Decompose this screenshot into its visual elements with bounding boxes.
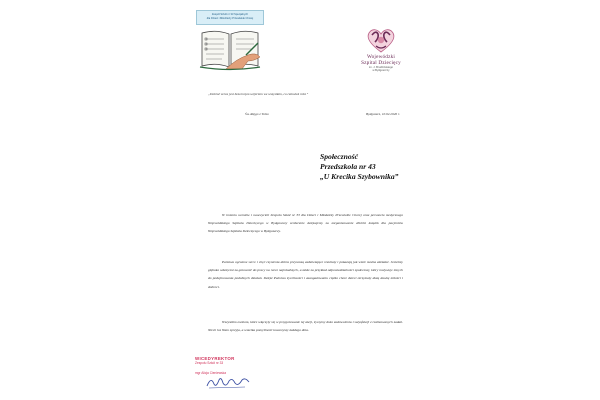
body-paragraph-2: Państwa ogromne serce i chęć czynienia dobra przynoszą zadziwiające rezultaty i pokazują jak wiele można zdziałać. Jesteśmy głęboko wdzięczni za gotowość do pracy na rzecz najmłodszych, a także za przykład odpowiedzialności społecznej, który motywuje innych do podejmowania podobnych działań. Dzięki Państwu życzliwości i zaangażowaniu ciężko chore dzieci otrzymały dużą dawkę miłości i dobroci. [208,260,403,289]
hospital-name-line2: Szpital Dziecięcy [361,60,401,66]
body-paragraph-3: Wszystkim osobom, które włączyły się w przygotowanie tej akcji, życzymy dużo zadowolenia i satysfakcji z realizowanych zadań. Niech los Wam sprzyja, a wszelka pomyślność towarzyszy każdego dnia. [208,320,403,333]
body-paragraph-1: W imieniu uczniów i nauczycieli Zespołu Szkół nr 33 dla Dzieci i Młodzieży Przewlekle Chorej oraz personelu medycznego Wojewódzkiego Szpitala Dziecięcego w Bydgoszczy serdecznie dziękujemy za zorganizowanie zbiórki książek dla pacjentów Wojewódzkiego Szpitala Dziecięcego w Bydgoszczy. [208,213,403,234]
school-logo [196,10,264,72]
letter-date: Bydgoszcz, 10.02.2026 r. [366,112,400,116]
hospital-logo [340,26,422,78]
stamp-line1: Zespołu Szkół nr 33 [195,361,224,365]
motto-quote: „Dobroć serca jest bezcennym wejściem we wszystkim, co człowiek robi.” [208,92,309,96]
open-book-with-hand-icon [196,25,264,72]
handwritten-signature [205,374,251,390]
heart-hands-icon [364,26,398,54]
stamp-title: WICEDYREKTOR [195,356,235,361]
recipient-line2: Przedszkola nr 43 [320,162,376,171]
school-logo-line1: Zespół Szkół nr 33 Specjalnych [211,13,249,16]
school-logo-line2: dla Dzieci i Młodzieży Przewlekle Chorej [206,17,254,20]
recipient-line3: „U Krecika Szybownika” [320,172,399,181]
motto-author: Św. Rajgo z Tolso [245,112,269,116]
recipient-block [320,152,398,182]
recipient-line1: Społeczność [320,152,358,161]
hospital-sub-line1: im. J. Brudzińskiego [368,66,394,69]
stamp-line2: mgr Alicja Cieniewska [195,371,226,376]
hospital-name-line1: Wojewódzki [366,54,396,60]
hospital-sub-line2: w Bydgoszczy [372,69,390,73]
